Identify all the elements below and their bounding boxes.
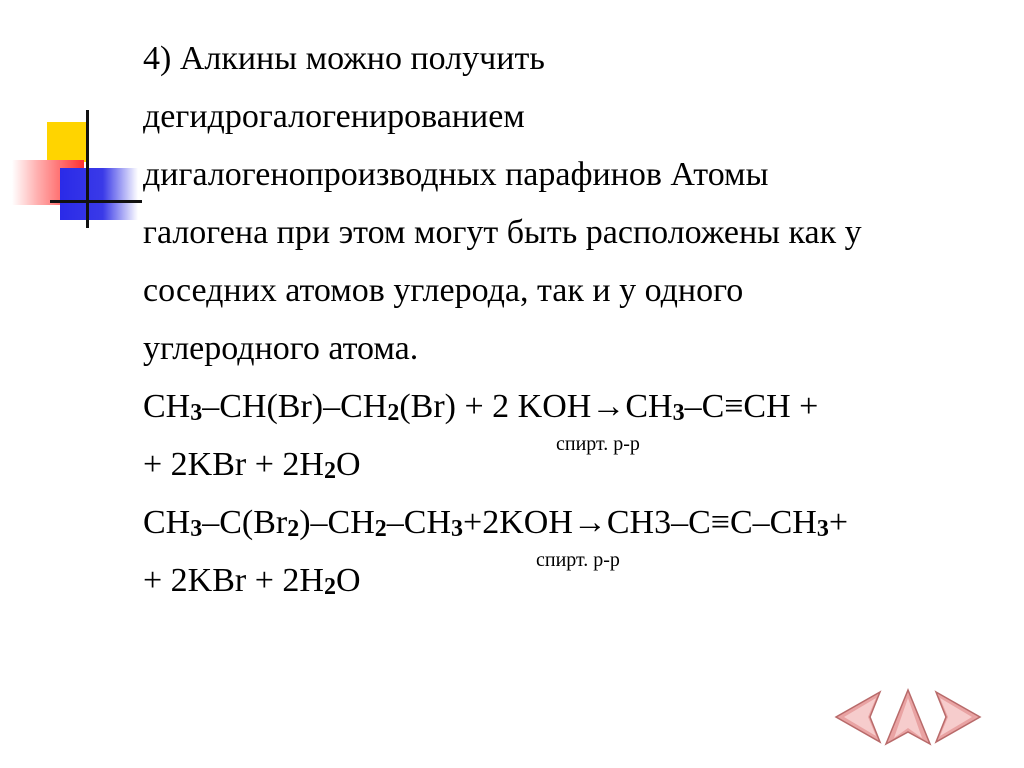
equation-1 [143, 378, 1003, 436]
equation-text: –CH [386, 504, 452, 541]
paragraph-line: дегидрогалогенированием [143, 98, 525, 135]
equation-text: )–CH [299, 504, 375, 541]
slide-decoration-logo [0, 0, 160, 240]
decoration-horizontal-line [50, 200, 142, 203]
arrow-left-icon[interactable] [832, 688, 882, 746]
subscript: 2 [287, 516, 300, 542]
equation-text: + 2KBr + 2H [143, 446, 324, 483]
arrow-right-icon[interactable] [934, 688, 984, 746]
paragraph-line: углеродного атома. [143, 330, 419, 367]
subscript: 3 [672, 400, 685, 426]
slide-navigation [832, 688, 984, 746]
equation-text: (Br) + 2 KOH→CH [399, 388, 673, 425]
paragraph-line: галогена при этом могут быть расположены как у [143, 214, 862, 251]
solvent-note: спирт. р-р [536, 549, 620, 571]
solvent-note: спирт. р-р [556, 433, 640, 455]
equation-text: –CH(Br)–CH [202, 388, 388, 425]
equation-text: CH [143, 504, 191, 541]
equation-2 [143, 494, 1003, 552]
equation-text: + 2KBr + 2H [143, 562, 324, 599]
paragraph-line: соседних атомов углерода, так и у одного [143, 272, 744, 309]
arrow-up-icon[interactable] [884, 688, 932, 746]
subscript: 3 [816, 516, 829, 542]
equation-text: CH [143, 388, 191, 425]
equation-1-continuation [143, 433, 1003, 494]
subscript: 2 [387, 400, 400, 426]
paragraph-line: дигалогенопроизводных парафинов Атомы [143, 156, 769, 193]
decoration-blue-gradient [60, 168, 138, 220]
paragraph-line: 4) Алкины можно получить [143, 40, 545, 77]
subscript: 2 [323, 574, 336, 600]
subscript: 3 [190, 516, 203, 542]
equation-text: –C≡CH + [684, 388, 819, 425]
decoration-vertical-line [86, 110, 89, 228]
equation-text: –C(Br [202, 504, 288, 541]
equation-text: +2KOH→CH3–C≡C–CH [463, 504, 817, 541]
equation-text: O [335, 562, 361, 599]
subscript: 3 [451, 516, 464, 542]
equation-text: + [828, 504, 849, 541]
decoration-yellow-square [47, 122, 87, 162]
equation-text: O [335, 446, 361, 483]
subscript: 3 [190, 400, 203, 426]
slide-body [143, 30, 1003, 610]
subscript: 2 [323, 458, 336, 484]
subscript: 2 [374, 516, 387, 542]
equation-2-continuation [143, 549, 1003, 610]
